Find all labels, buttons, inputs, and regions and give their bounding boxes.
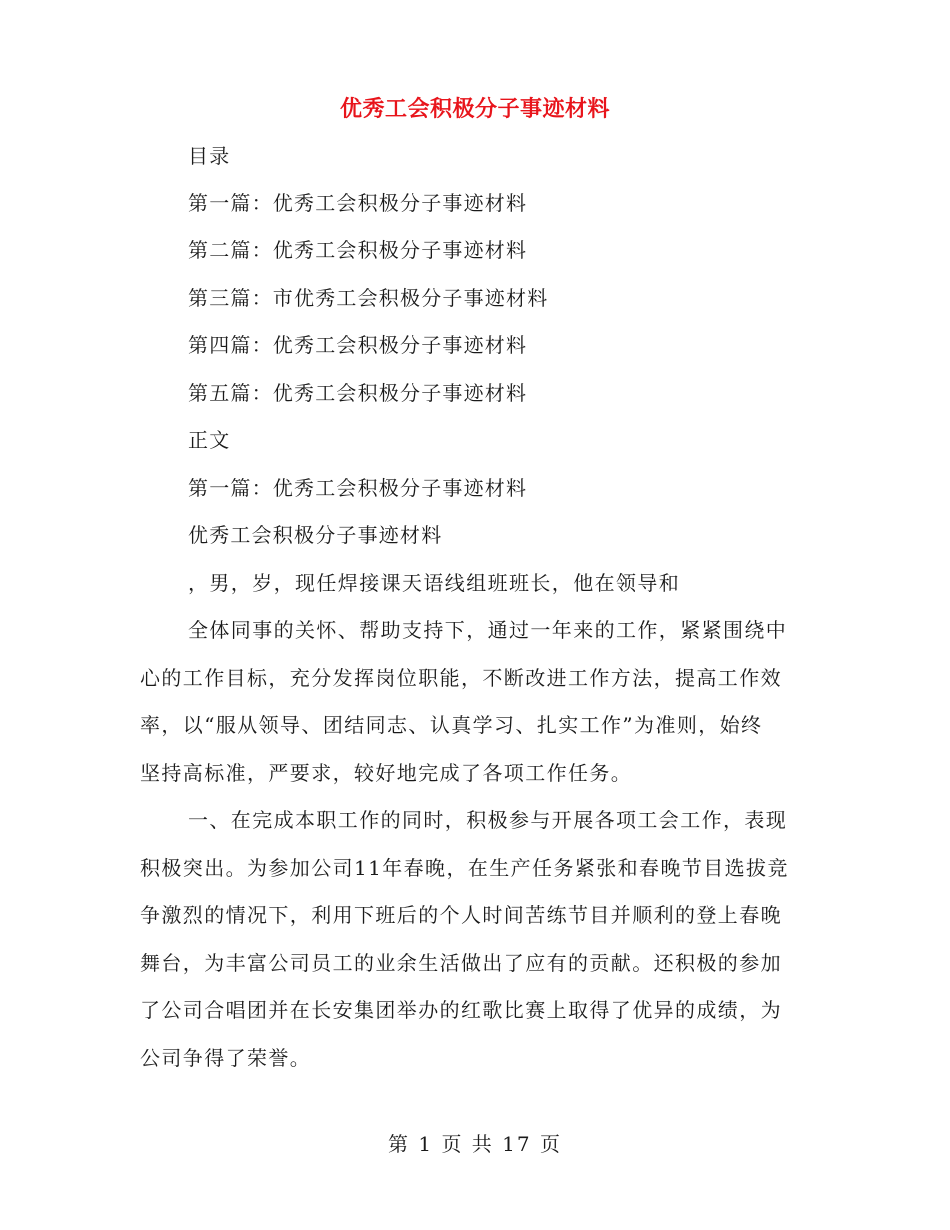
toc-item: 第二篇：优秀工会积极分子事迹材料 <box>188 238 528 262</box>
toc-item: 第四篇：优秀工会积极分子事迹材料 <box>188 333 528 357</box>
paragraph-line: 了公司合唱团并在长安集团举办的红歌比赛上取得了优异的成绩，为 <box>140 998 782 1022</box>
section-subtitle: 优秀工会积极分子事迹材料 <box>188 523 443 547</box>
paragraph-line: 心的工作目标，充分发挥岗位职能，不断改进工作方法，提高工作效 <box>140 666 782 690</box>
paragraph-line: 率，以“服从领导、团结同志、认真学习、扎实工作”为准则，始终 <box>140 713 763 737</box>
paragraph-line: 全体同事的关怀、帮助支持下，通过一年来的工作，紧紧围绕中 <box>188 618 788 642</box>
paragraph-line: 争激烈的情况下，利用下班后的个人时间苦练节目并顺利的登上春晚 <box>140 903 782 927</box>
paragraph-line: 舞台，为丰富公司员工的业余生活做出了应有的贡献。还积极的参加 <box>140 951 782 975</box>
toc-item: 第一篇：优秀工会积极分子事迹材料 <box>188 191 528 215</box>
paragraph-line: ，男，岁，现任焊接课天语线组班班长，他在领导和 <box>188 571 681 595</box>
paragraph-line: 坚持高标准，严要求，较好地完成了各项工作任务。 <box>140 761 633 785</box>
body-heading: 正文 <box>188 428 231 452</box>
toc-heading: 目录 <box>188 144 231 168</box>
toc-item: 第五篇：优秀工会积极分子事迹材料 <box>188 381 528 405</box>
paragraph-line: 一、在完成本职工作的同时，积极参与开展各项工会工作，表现 <box>188 808 788 832</box>
section-heading: 第一篇：优秀工会积极分子事迹材料 <box>188 476 528 500</box>
document-title: 优秀工会积极分子事迹材料 <box>339 96 610 122</box>
paragraph-line: 公司争得了荣誉。 <box>140 1046 312 1070</box>
page-footer: 第 1 页 共 17 页 <box>388 1132 562 1156</box>
paragraph-line: 积极突出。为参加公司11年春晚，在生产任务紧张和春晚节目选拔竞 <box>140 856 789 880</box>
toc-item: 第三篇：市优秀工会积极分子事迹材料 <box>188 286 549 310</box>
